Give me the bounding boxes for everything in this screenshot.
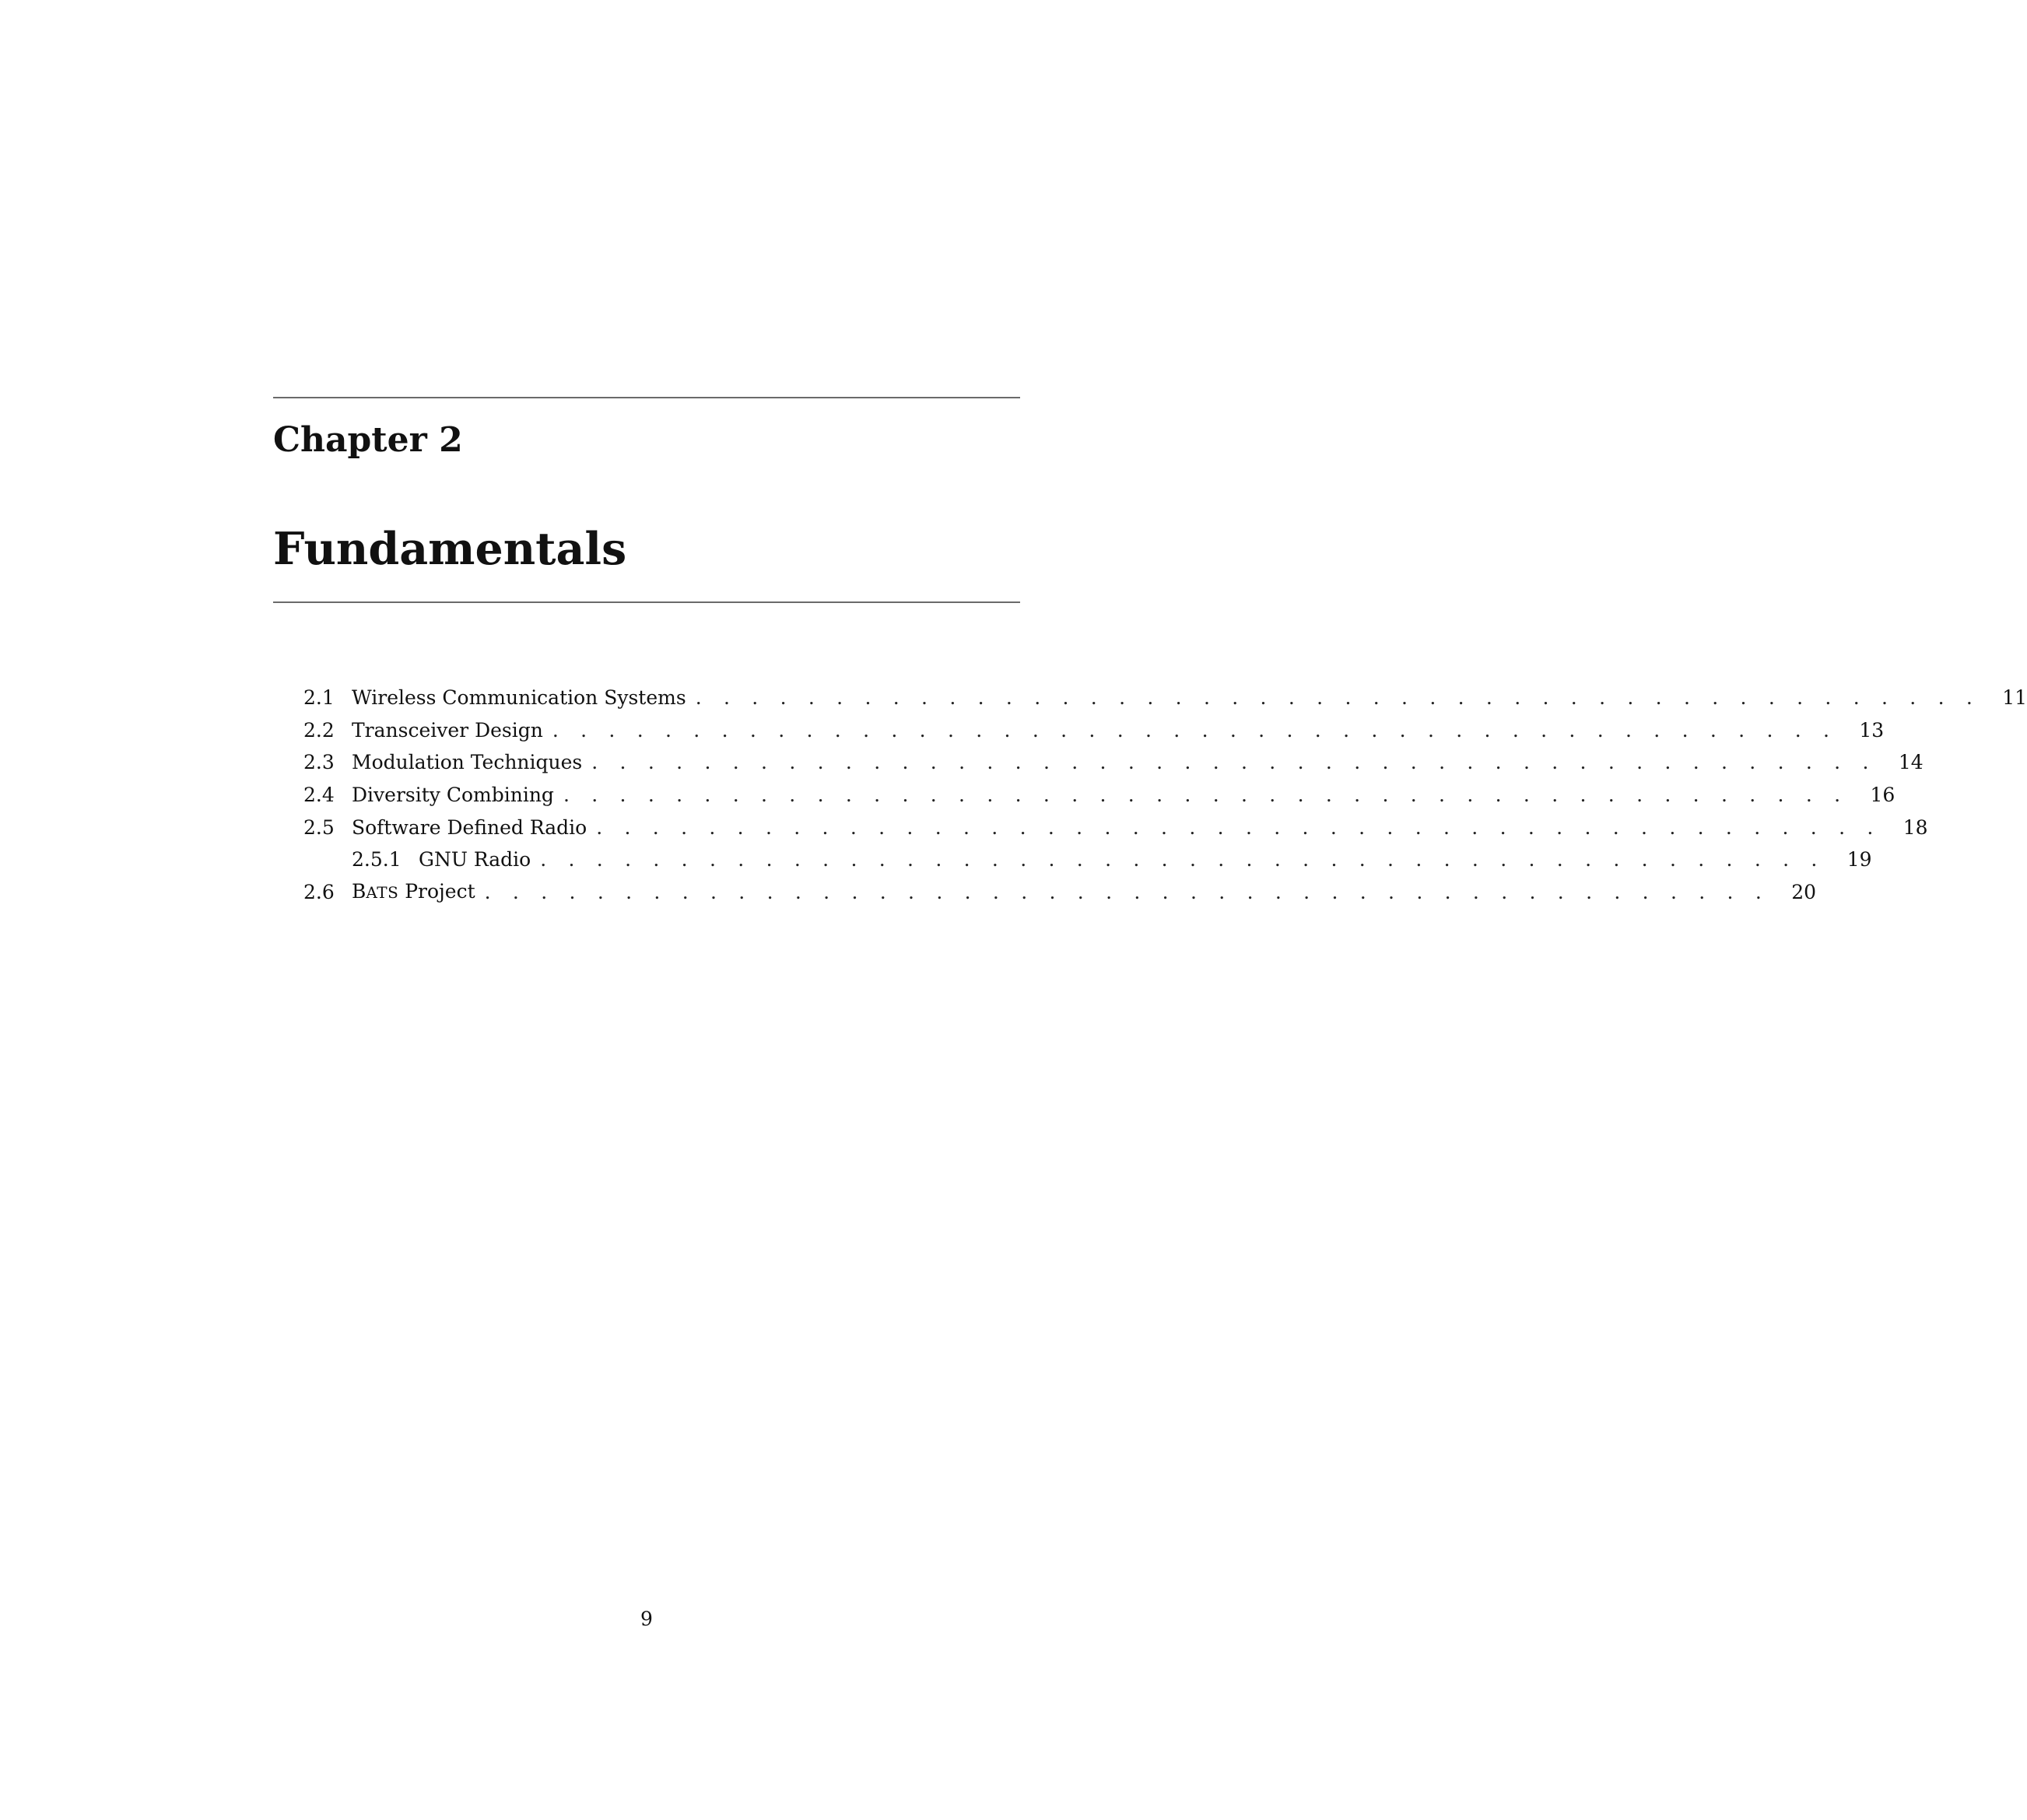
toc-entry-title: Software Defined Radio <box>352 815 587 839</box>
toc-title-initial: B <box>352 880 366 903</box>
toc-entry-page: 16 <box>1870 783 1895 806</box>
toc-entry[interactable] <box>303 779 1895 812</box>
toc-dot-leader: . . . . . . . . . . . . . . . . . . . . . . . . . . . . . . . . . . . . . . . . . . . . . . <box>596 815 1881 839</box>
toc-title-rest: Project <box>398 880 475 903</box>
toc-entry[interactable] <box>303 746 1924 779</box>
toc-entry-number: 2.2 <box>303 718 335 742</box>
chapter-title: Fundamentals <box>273 523 627 575</box>
toc-entry-title: Diversity Combining <box>352 783 554 806</box>
page-number: 9 <box>640 1608 653 1630</box>
toc-entry-title: Wireless Communication Systems <box>352 686 686 709</box>
toc-entry-number: 2.4 <box>303 783 335 806</box>
toc-dot-leader: . . . . . . . . . . . . . . . . . . . . . . . . . . . . . . . . . . . . . . . . . . . . . . <box>484 880 1769 903</box>
toc-entry[interactable] <box>303 682 2027 714</box>
toc-entry[interactable] <box>303 714 1885 747</box>
toc-entry-number: 2.3 <box>303 751 335 774</box>
toc-dot-leader: . . . . . . . . . . . . . . . . . . . . . . . . . . . . . . . . . . . . . . . . . . . . . . <box>591 751 1877 774</box>
toc-dot-leader: . . . . . . . . . . . . . . . . . . . . . . . . . . . . . . . . . . . . . . . . . . . . . . <box>540 848 1825 871</box>
toc-title-smallcaps: ATS <box>366 883 399 903</box>
toc-entry-title: Modulation Techniques <box>352 751 583 774</box>
chapter-table-of-contents <box>303 682 2027 909</box>
toc-entry-page: 18 <box>1903 815 1928 839</box>
toc-entry-page: 14 <box>1898 751 1924 774</box>
toc-entry-page: 20 <box>1791 880 1816 903</box>
chapter-top-rule <box>273 397 1020 398</box>
toc-entry-title: GNU Radio <box>419 848 531 871</box>
toc-entry-page: 13 <box>1859 718 1885 742</box>
toc-entry-number: 2.6 <box>303 880 335 903</box>
toc-entry[interactable] <box>303 812 1928 844</box>
chapter-label: Chapter 2 <box>273 420 463 460</box>
toc-entry-title <box>352 880 475 904</box>
toc-dot-leader: . . . . . . . . . . . . . . . . . . . . . . . . . . . . . . . . . . . . . . . . . . . . . . <box>563 783 1849 806</box>
toc-entry-page: 19 <box>1846 848 1872 871</box>
toc-entry-title: Transceiver Design <box>352 718 543 742</box>
toc-dot-leader: . . . . . . . . . . . . . . . . . . . . . . . . . . . . . . . . . . . . . . . . . . . . . . <box>552 718 1838 742</box>
toc-entry-number: 2.1 <box>303 686 335 709</box>
toc-subentry[interactable] <box>303 843 1872 876</box>
toc-dot-leader: . . . . . . . . . . . . . . . . . . . . . . . . . . . . . . . . . . . . . . . . . . . . . . <box>695 686 1981 709</box>
toc-entry[interactable] <box>303 876 1816 909</box>
chapter-bottom-rule <box>273 601 1020 603</box>
toc-entry-number: 2.5.1 <box>352 848 402 871</box>
toc-entry-page: 11 <box>2002 686 2027 709</box>
toc-entry-number: 2.5 <box>303 815 335 839</box>
